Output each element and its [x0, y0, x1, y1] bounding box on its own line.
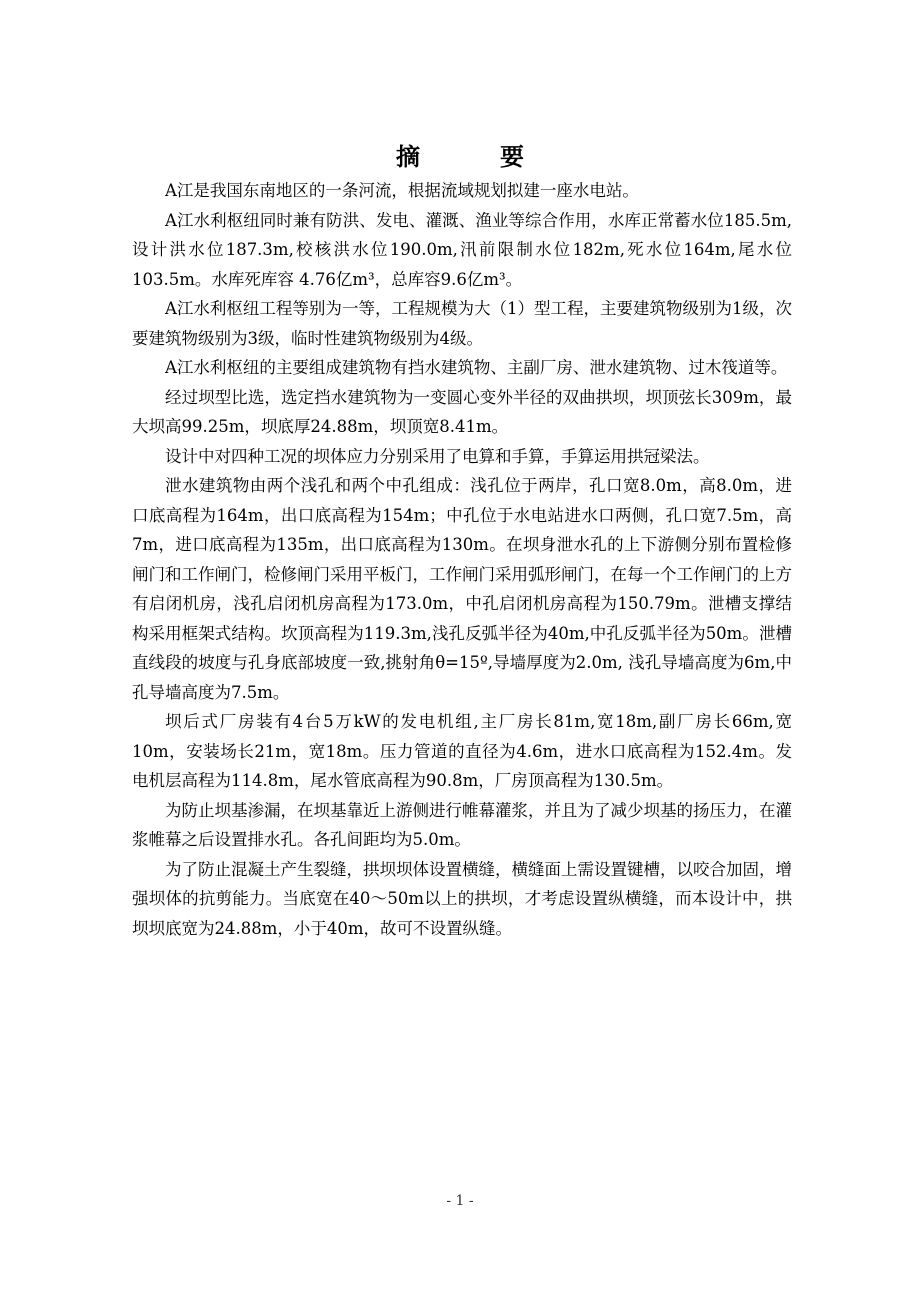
page-number: - 1 - — [446, 1193, 474, 1209]
paragraph-stress-analysis: 设计中对四种工况的坝体应力分别采用了电算和手算，手算运用拱冠梁法。 — [165, 446, 710, 466]
paragraph-powerhouse: 坝后式厂房装有4台5万kW的发电机组,主厂房长81m,宽18m,副厂房长66m,宽10m，安装场长21m，宽18m。压力管道的直径为4.6m，进水口底高程为152.4m。发电机层高程为114.8m，尾水管底高程为90.8m，厂房顶高程为130.5m。 — [132, 712, 792, 790]
paragraph-main-structures: A江水利枢纽的主要组成建筑物有挡水建筑物、主副厂房、泄水建筑物、过木筏道等。 — [165, 358, 788, 377]
paragraph-intro: A江是我国东南地区的一条河流，根据流域规划拟建一座水电站。 — [165, 181, 639, 200]
paragraph-dam-type: 经过坝型比选，选定挡水建筑物为一变圆心变外半径的双曲拱坝，坝顶弦长309m，最大坝高99.25m，坝底厚24.88m，坝顶宽8.41m。 — [132, 387, 792, 436]
paragraph-grouting: 为防止坝基渗漏，在坝基靠近上游侧进行帷幕灌浆，并且为了减少坝基的扬压力，在灌浆帷幕之后设置排水孔。各孔间距均为5.0m。 — [132, 800, 792, 849]
paragraph-project-grade: A江水利枢纽工程等别为一等，工程规模为大（1）型工程，主要建筑物级别为1级，次要建筑物级别为3级，临时性建筑物级别为4级。 — [132, 299, 792, 348]
abstract-body — [132, 176, 792, 943]
paragraph-spillway: 泄水建筑物由两个浅孔和两个中孔组成：浅孔位于两岸，孔口宽8.0m，高8.0m，进口底高程为164m，出口底高程为154m；中孔位于水电站进水口两侧，孔口宽7.5m，高7m，进口底高程为135m，出口底高程为130m。在坝身泄水孔的上下游侧分别布置检修闸门和工作闸门，检修闸门采用平板门，工作闸门采用弧形闸门，在每一个工作闸门的上方有启闭机房，浅孔启闭机房高程为173.0m，中孔启闭机房高程为150.79m。泄槽支撑结构采用框架式结构。坎顶高程为119.3m,浅孔反弧半径为40m,中孔反弧半径为50m。泄槽直线段的坡度与孔身底部坡度一致,挑射角θ=15º,导墙厚度为2.0m, 浅孔导墙高度为6m,中孔导墙高度为7.5m。 — [132, 476, 792, 702]
paragraph-joints: 为了防止混凝土产生裂缝，拱坝坝体设置横缝，横缝面上需设置键槽，以咬合加固，增强坝体的抗剪能力。当底宽在40～50m以上的拱坝，才考虑设置纵横缝，而本设计中，拱坝坝底宽为24.88m，小于40m，故可不设置纵缝。 — [132, 859, 792, 938]
paragraph-reservoir-levels: A江水利枢纽同时兼有防洪、发电、灌溉、渔业等综合作用，水库正常蓄水位185.5m,设计洪水位187.3m,校核洪水位190.0m,汛前限制水位182m,死水位164m,尾水位103.5m。水库死库容 4.76亿m³，总库容9.6亿m³。 — [132, 210, 792, 289]
page-title: 摘 要 — [396, 142, 552, 171]
